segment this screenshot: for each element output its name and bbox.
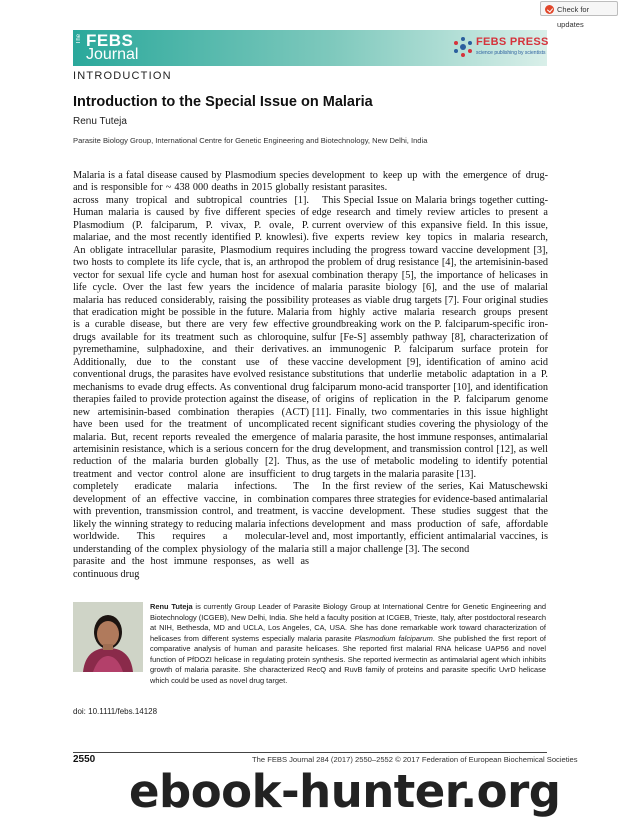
author-affiliation: Parasite Biology Group, International Centre for Genetic Engineering and Biotechnology, New Delhi, India [73,136,428,145]
body-column-left [73,170,309,581]
body-paragraph: This Special Issue on Malaria brings together cutting-edge research and timely review articles to present a current overview of this expansive field. In this issue, five experts review key topics in malaria research, including the progress toward vaccine development [3], the problem of drug resistance [4], the artemisinin-based combination therapy [5], the importance of helicases in malaria parasite biology [6], and the use of malarial proteases as viable drug targets [7]. Four original studies from highly active malaria research groups present groundbreaking work on the P. falciparum-specific iron-sulfur [Fe-S] assembly pathway [8], characterization of an immunogenic P. falciparum surface protein for vaccine development [9], identification of amino acid substitutions that underlie metabolic adaptation in a P. falciparum mono-acid transporter [10], and identification of origins of replication in the P. falciparum genome [11]. Finally, two commentaries in this issue highlight recent significant studies covering the physiology of the malaria parasite, the host immune responses, antimalarial drug development, and transmission control [12], as well as the use of metabolic modeling to identify potential drug targets in the malaria parasite [13]. [312,194,548,480]
author-portrait-image [73,602,143,672]
watermark: ebook-hunter.org [129,765,561,818]
publisher-name: FEBS PRESS [476,36,549,48]
febs-press-dots-icon [452,36,474,58]
article-title: Introduction to the Special Issue on Malaria [73,94,373,110]
publisher-logo [452,34,562,62]
section-label: INTRODUCTION [73,70,172,82]
check-for-updates-button[interactable] [540,1,618,29]
doi-link[interactable]: doi: 10.1111/febs.14128 [73,707,158,716]
check-for-updates-label: Check for updates [557,5,590,29]
footer-citation: The FEBS Journal 284 (2017) 2550–2552 © 2017 Federation of European Biochemical Societies [252,755,578,764]
journal-logo-febs: FEBS [86,31,134,50]
bio-text: . She published the first report of comparative analysis of human and parasite helicases. She reported first malarial RNA helicase UAP56 and novel function of PfDOZI helicase in regulating protein synthesis. She reported ivermectin as antimalarial agent which inhibits growth of malaria parasite. She characterized RecQ and RuvB family of proteins and parasite specific UvrD helicase which could be used as novel drug target. [150,633,546,685]
journal-logo-the: The [76,34,82,45]
body-paragraph: development to keep up with the emergence of drug-resistant parasites. [312,170,548,194]
bio-text: is currently Group Leader of Parasite Biology Group at International Centre for Genetic Engineering and Biotechnology (ICGEB), New Delhi, India. She held a faculty position at ICGEB, Trieste, Italy, after postdoctoral research at NIH, Bethesda, MD and UCLA, Los Angeles, CA, USA. She has done remarkable work toward characterization of helicases from different systems especially malaria parasite [150,602,546,643]
article-author: Renu Tuteja [73,116,127,127]
body-column-right [312,170,548,556]
publisher-tagline: science publishing by scientists [476,50,546,56]
body-paragraph: In the first review of the series, Kai Matuschewski compares three strategies for evidence-based antimalarial vaccine development. These studies suggest that the development and mass production of safe, affordable and, most importantly, efficient antimalarial vaccines, is still a major challenge [3]. The second [312,481,548,555]
body-paragraph: Malaria is a fatal disease caused by Plasmodium species and is responsible for ~ 438 000 deaths in 2015 globally across many tropical and subtropical countries [1]. Human malaria is caused by five different species of Plasmodium (P. falciparum, P. vivax, P. ovale, P. malariae, and the most recently identified P. knowlesi). An obligate intracellular parasite, Plasmodium requires two hosts to complete its life cycle, that is, an arthropod vector for sexual life cycle and human host for asexual life cycle. Over the last few years the incidence of malaria has reduced considerably, raising the possibility that eradication might be possible in the future. Malaria is a curable disease, but there are very few effective drugs available for its treatment such as chloroquine, pyremethamine, sulphadoxine, and their derivatives. Additionally, due to the constant use of these conventional drugs, the parasites have evolved resistance mechanisms to evade drug effects. As conventional drug therapies failed to provide protection against the disease, new artemisinin-based combination therapies (ACT) have been used for the treatment of uncomplicated malaria. But, recent reports revealed the emergence of artemisinin resistance, which is a serious concern for the reduction of the malaria burden globally [2]. Thus, treatment and vector control alone are insufficient to completely eradicate malaria infections. The development of an effective vaccine, in combination with prevention, transmission control, and treatment, is likely the winning strategy to reducing malaria infections worldwide. This requires a molecular-level understanding of the complex physiology of the malaria parasite and the host immune responses, as well as continuous drug [73,170,309,580]
bio-species: Plasmodium falciparum [354,633,433,643]
footer-divider [73,752,547,753]
page-number: 2550 [73,754,96,765]
author-photo [73,602,143,672]
author-biography [150,602,546,686]
journal-logo-journal: Journal [86,46,139,63]
bio-author-name: Renu Tuteja [150,602,193,611]
update-icon [545,5,554,14]
